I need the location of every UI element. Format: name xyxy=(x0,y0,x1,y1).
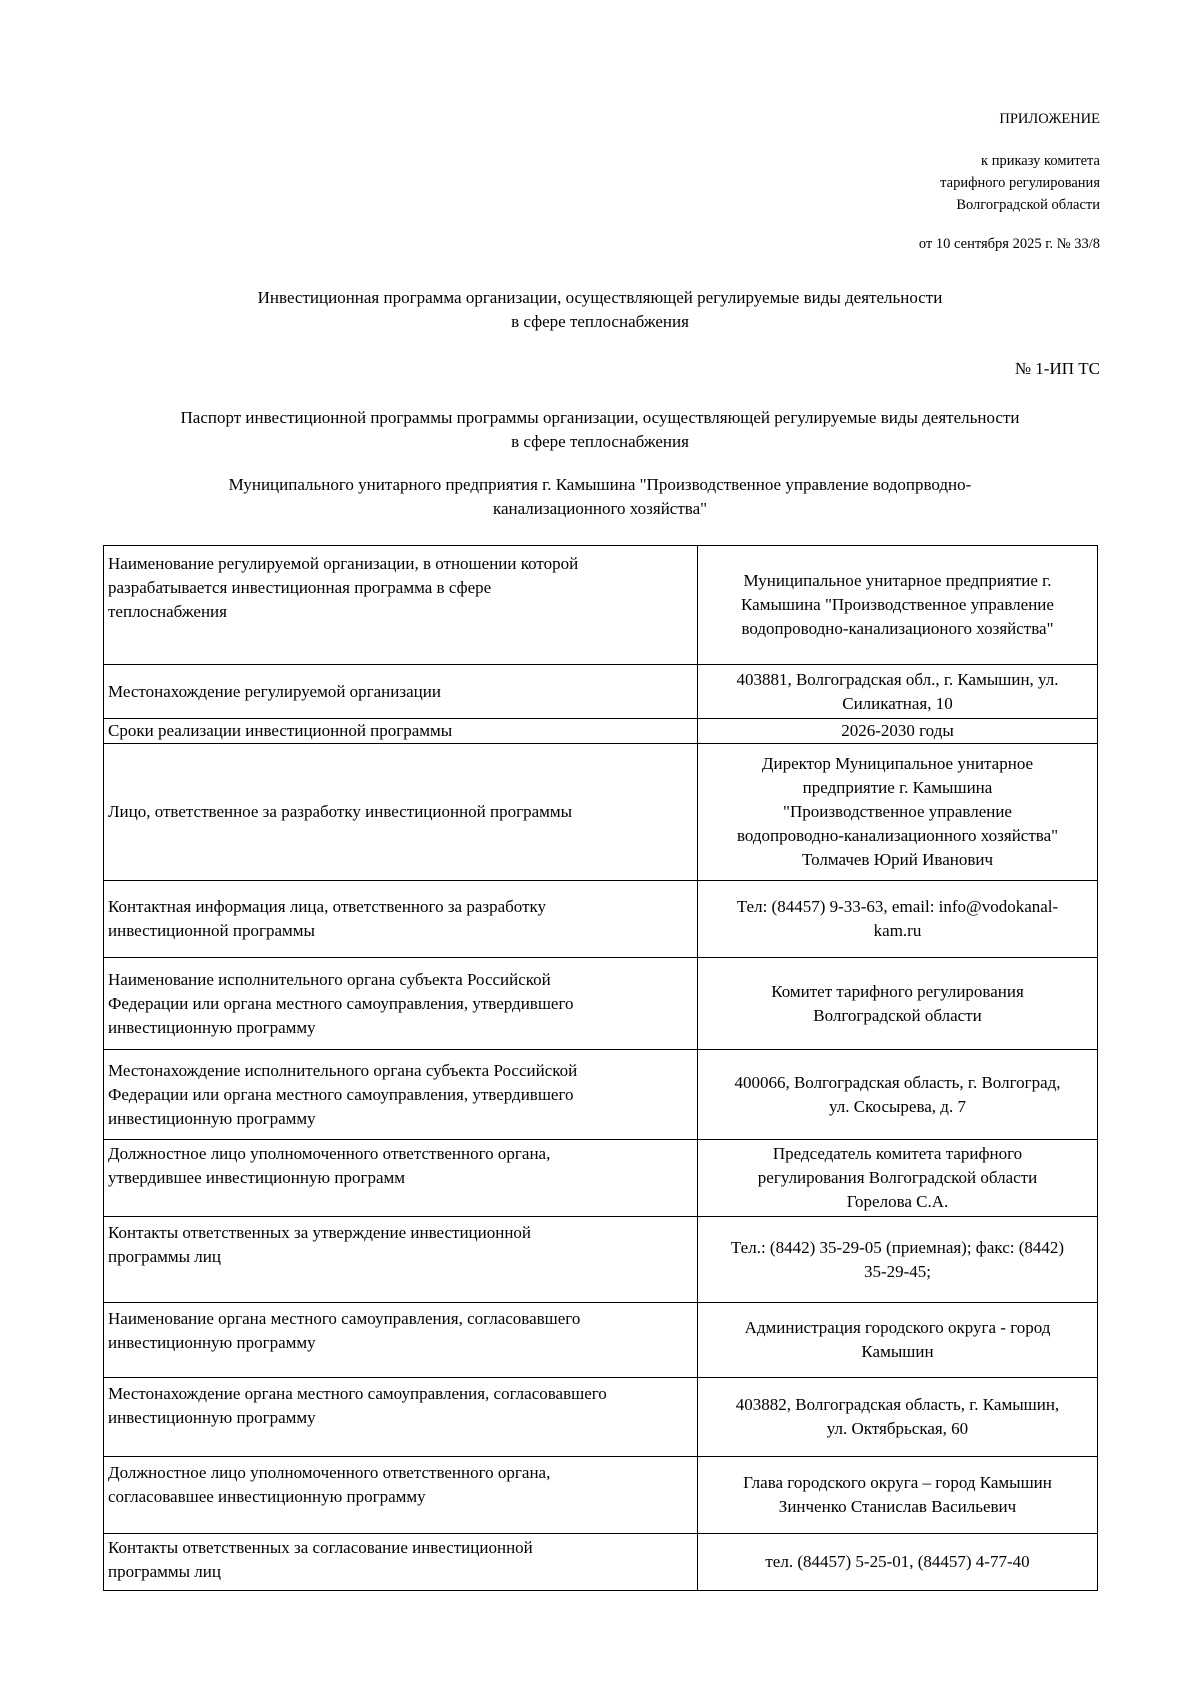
row-label: Наименование регулируемой организации, в отношении которой разрабатывается инвестиционная программа в сфере теплоснабжения xyxy=(104,546,698,665)
order-reference xyxy=(940,150,1100,216)
organization-title xyxy=(100,473,1100,521)
order-line: Волгоградской области xyxy=(956,197,1100,213)
passport-title-line: Паспорт инвестиционной программы программы организации, осуществляющей регулируемые виды деятельности xyxy=(180,408,1020,427)
row-value: Администрация городского округа - город Камышин xyxy=(698,1303,1098,1378)
row-label: Местонахождение исполнительного органа субъекта Российской Федерации или органа местного самоуправления, утвердившего инвестиционную программу xyxy=(104,1050,698,1140)
row-label: Лицо, ответственное за разработку инвестиционной программы xyxy=(104,744,698,881)
table-row xyxy=(104,719,1098,744)
appendix-label: ПРИЛОЖЕНИЕ xyxy=(999,111,1100,127)
table-row xyxy=(104,546,1098,665)
row-label: Должностное лицо уполномоченного ответственного органа, утвердившее инвестиционную программ xyxy=(104,1140,698,1217)
organization-title-line: канализационного хозяйства" xyxy=(492,499,708,518)
row-label: Сроки реализации инвестиционной программы xyxy=(104,719,698,744)
row-label: Местонахождение органа местного самоуправления, согласовавшего инвестиционную программу xyxy=(104,1378,698,1457)
row-value: 2026-2030 годы xyxy=(698,719,1098,744)
row-value: Директор Муниципальное унитарное предприятие г. Камышина "Производственное управление водопроводно-канализационного хозяйства" Толмачев Юрий Иванович xyxy=(698,744,1098,881)
table-row xyxy=(104,665,1098,719)
program-title-line: Инвестиционная программа организации, осуществляющей регулируемые виды деятельности xyxy=(257,288,943,307)
program-title-line: в сфере теплоснабжения xyxy=(511,312,689,331)
table-row xyxy=(104,1050,1098,1140)
row-label: Контактная информация лица, ответственного за разработку инвестиционной программы xyxy=(104,881,698,958)
row-value: 403882, Волгоградская область, г. Камышин, ул. Октябрьская, 60 xyxy=(698,1378,1098,1457)
table-row xyxy=(104,1140,1098,1217)
row-value: 400066, Волгоградская область, г. Волгоград, ул. Скосырева, д. 7 xyxy=(698,1050,1098,1140)
row-value: Тел: (84457) 9-33-63, email: info@vodokanal- kam.ru xyxy=(698,881,1098,958)
passport-title xyxy=(100,406,1100,454)
program-number: № 1-ИП ТС xyxy=(1014,359,1100,378)
table-row xyxy=(104,1457,1098,1534)
order-date: от 10 сентября 2025 г. № 33/8 xyxy=(918,236,1100,252)
row-value: тел. (84457) 5-25-01, (84457) 4-77-40 xyxy=(698,1534,1098,1591)
order-line: к приказу комитета xyxy=(981,153,1100,169)
table-row xyxy=(104,1378,1098,1457)
row-label: Наименование исполнительного органа субъекта Российской Федерации или органа местного самоуправления, утвердившего инвестиционную программу xyxy=(104,958,698,1050)
row-label: Должностное лицо уполномоченного ответственного органа, согласовавшее инвестиционную программу xyxy=(104,1457,698,1534)
row-label: Контакты ответственных за утверждение инвестиционной программы лиц xyxy=(104,1217,698,1303)
passport-table xyxy=(103,545,1098,1591)
row-label: Контакты ответственных за согласование инвестиционной программы лиц xyxy=(104,1534,698,1591)
row-value: Тел.: (8442) 35-29-05 (приемная); факс: (8442) 35-29-45; xyxy=(698,1217,1098,1303)
program-title xyxy=(100,286,1100,334)
row-value: 403881, Волгоградская обл., г. Камышин, ул. Силикатная, 10 xyxy=(698,665,1098,719)
passport-title-line: в сфере теплоснабжения xyxy=(511,432,689,451)
row-value: Муниципальное унитарное предприятие г. Камышина "Производственное управление водопроводно-канализационого хозяйства" xyxy=(698,546,1098,665)
table-row xyxy=(104,881,1098,958)
organization-title-line: Муниципального унитарного предприятия г. Камышина "Производственное управление водопрводно- xyxy=(228,475,972,494)
table-row xyxy=(104,1534,1098,1591)
table-row xyxy=(104,744,1098,881)
row-value: Комитет тарифного регулирования Волгоградской области xyxy=(698,958,1098,1050)
table-row xyxy=(104,1303,1098,1378)
table-row xyxy=(104,1217,1098,1303)
row-value: Председатель комитета тарифного регулирования Волгоградской области Горелова С.А. xyxy=(698,1140,1098,1217)
row-label: Местонахождение регулируемой организации xyxy=(104,665,698,719)
row-label: Наименование органа местного самоуправления, согласовавшего инвестиционную программу xyxy=(104,1303,698,1378)
order-line: тарифного регулирования xyxy=(940,175,1100,191)
table-row xyxy=(104,958,1098,1050)
row-value: Глава городского округа – город Камышин Зинченко Станислав Васильевич xyxy=(698,1457,1098,1534)
